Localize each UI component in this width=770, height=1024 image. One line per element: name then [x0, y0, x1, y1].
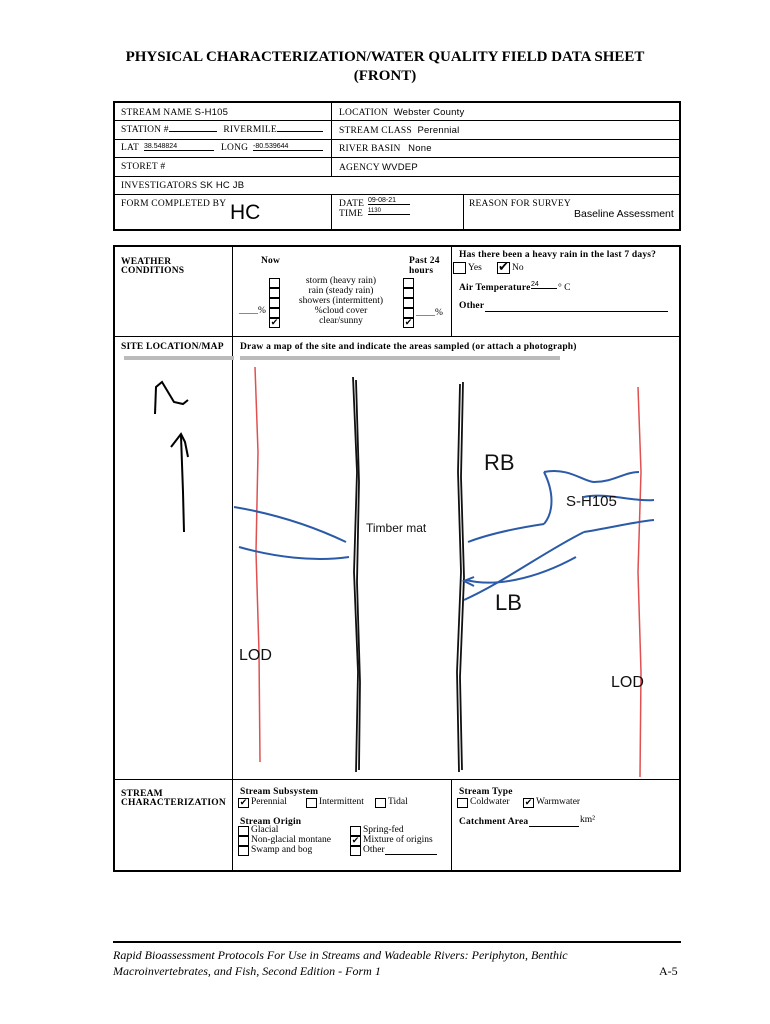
site-location-label: SITE LOCATION/MAP — [121, 342, 224, 352]
spring-fed-checkbox[interactable] — [350, 826, 361, 836]
condition-clear-label: clear/sunny — [319, 316, 363, 326]
form-completed-by-label: FORM COMPLETED BY — [121, 199, 227, 209]
cloud-percent-now[interactable]: ____% — [239, 306, 266, 316]
stream-class-label: STREAM CLASS — [339, 126, 412, 136]
heavy-rain-yes-checkbox[interactable] — [453, 262, 466, 274]
air-temperature-unit: ° C — [558, 283, 571, 293]
cloud-percent-past[interactable]: ____% — [416, 308, 443, 318]
glacial-label: Glacial — [251, 825, 279, 835]
agency-label: AGENCY — [339, 163, 380, 173]
river-basin-value[interactable]: None — [408, 143, 432, 154]
condition-showers-label: showers (intermittent) — [298, 296, 384, 306]
location-label: LOCATION — [339, 108, 389, 118]
lat-label: LAT — [121, 143, 140, 153]
mixture-origins-label: Mixture of origins — [363, 835, 433, 845]
now-column-label: Now — [261, 256, 281, 266]
catchment-area-field[interactable] — [529, 818, 579, 827]
station-label: STATION # — [121, 125, 169, 135]
warmwater-label: Warmwater — [536, 797, 581, 807]
stream-type-label: Stream Type — [459, 787, 513, 797]
stream-subsystem-label: Stream Subsystem — [240, 787, 319, 797]
stream-name-value[interactable]: S-H105 — [194, 107, 229, 118]
condition-storm-label: storm (heavy rain) — [305, 276, 377, 286]
long-value[interactable]: -80.539644 — [253, 143, 323, 151]
air-temperature-label: Air Temperature — [459, 283, 531, 293]
timber-mat-edges — [353, 377, 464, 772]
form-completed-by-value[interactable]: HC — [230, 201, 261, 224]
rivermile-label: RIVERMILE — [223, 125, 277, 135]
stream-channel — [234, 471, 654, 600]
other-origin-label: Other — [363, 845, 385, 855]
tidal-label: Tidal — [388, 797, 408, 807]
heavy-rain-no-checkbox[interactable]: ✔ — [498, 260, 509, 275]
time-value[interactable]: 1130 — [368, 208, 410, 215]
map-instruction: Draw a map of the site and indicate the areas sampled (or attach a photograph) — [240, 342, 577, 352]
storet-label: STORET # — [121, 162, 166, 172]
other-origin-field[interactable] — [385, 846, 437, 855]
time-label: TIME — [339, 209, 364, 219]
past24-column-label: Past 24 — [409, 256, 440, 266]
non-glacial-label: Non-glacial montane — [251, 835, 331, 845]
rb-label: RB — [484, 450, 515, 475]
now-clear-checkbox[interactable]: ✔ — [270, 318, 279, 328]
timber-mat-label: Timber mat — [366, 521, 427, 535]
other-field[interactable] — [485, 302, 668, 312]
weather-section-label: WEATHER — [121, 257, 172, 267]
intermittent-checkbox[interactable] — [306, 798, 317, 808]
spring-fed-label: Spring-fed — [363, 825, 404, 835]
coldwater-checkbox[interactable] — [457, 798, 468, 808]
glacial-checkbox[interactable] — [238, 826, 249, 836]
past-clear-checkbox[interactable]: ✔ — [404, 318, 413, 328]
air-temperature-value[interactable]: 24 — [531, 281, 557, 289]
perennial-label: Perennial — [251, 797, 287, 807]
lat-value[interactable]: 38.548824 — [144, 143, 214, 151]
swamp-bog-label: Swamp and bog — [251, 845, 313, 855]
other-origin-checkbox[interactable] — [350, 846, 361, 856]
site-map-drawing — [114, 352, 680, 778]
station-field[interactable] — [169, 131, 217, 132]
catchment-area-label: Catchment Area — [459, 817, 529, 827]
past-storm-checkbox[interactable] — [403, 278, 414, 288]
stream-name-label: STREAM NAME — [121, 108, 193, 118]
reason-label: REASON FOR SURVEY — [469, 199, 571, 209]
rivermile-field[interactable] — [277, 131, 323, 132]
no-label: No — [512, 263, 524, 273]
perennial-checkbox[interactable]: ✔ — [239, 798, 248, 808]
date-value[interactable]: 09-08-21 — [368, 197, 410, 205]
catchment-unit: km² — [580, 815, 595, 825]
form-subtitle: (FRONT) — [353, 68, 417, 84]
lod-left-label: LOD — [239, 647, 272, 664]
now-rain-checkbox[interactable] — [269, 288, 280, 298]
intermittent-label: Intermittent — [319, 797, 364, 807]
stream-class-value[interactable]: Perennial — [417, 125, 460, 136]
now-cloud-checkbox[interactable] — [269, 308, 280, 318]
form-title: PHYSICAL CHARACTERIZATION/WATER QUALITY FIELD DATA SHEET — [125, 49, 645, 65]
now-showers-checkbox[interactable] — [269, 298, 280, 308]
past-showers-checkbox[interactable] — [403, 298, 414, 308]
reason-value[interactable]: Baseline Assessment — [574, 208, 674, 220]
past-cloud-checkbox[interactable] — [403, 308, 414, 318]
lb-label: LB — [495, 590, 522, 615]
non-glacial-checkbox[interactable] — [238, 836, 249, 846]
stream-origin-label: Stream Origin — [240, 817, 302, 827]
stream-id-label: S-H105 — [566, 493, 617, 510]
date-label: DATE — [339, 199, 365, 209]
lod-right-label: LOD — [611, 674, 644, 691]
warmwater-checkbox[interactable]: ✔ — [524, 798, 533, 808]
heavy-rain-question: Has there been a heavy rain in the last 7 days? — [459, 250, 657, 260]
location-value[interactable]: Webster County — [393, 107, 465, 118]
now-storm-checkbox[interactable] — [269, 278, 280, 288]
past-rain-checkbox[interactable] — [403, 288, 414, 298]
coldwater-label: Coldwater — [470, 797, 510, 807]
north-arrow-icon — [155, 382, 188, 532]
investigators-label: INVESTIGATORS — [121, 181, 198, 191]
agency-value[interactable]: WVDEP — [382, 162, 418, 173]
stream-characterization-label: STREAM — [121, 789, 163, 799]
investigators-value[interactable]: SK HC JB — [199, 180, 245, 191]
page-number: A-5 — [659, 964, 678, 978]
condition-rain-label: rain (steady rain) — [308, 286, 374, 296]
footer-citation-line1: Rapid Bioassessment Protocols For Use in Streams and Wadeable Rivers: Periphyton, Benthic — [113, 948, 568, 962]
condition-cloud-label: %cloud cover — [314, 306, 368, 316]
other-label: Other — [459, 301, 485, 311]
mixture-origins-checkbox[interactable]: ✔ — [351, 836, 360, 846]
river-basin-label: RIVER BASIN — [339, 144, 401, 154]
lod-left-line — [255, 367, 260, 762]
footer-citation-line2: Macroinvertebrates, and Fish, Second Edition - Form 1 — [113, 964, 381, 978]
long-label: LONG — [221, 143, 249, 153]
lod-right-line — [638, 387, 641, 777]
tidal-checkbox[interactable] — [375, 798, 386, 808]
swamp-bog-checkbox[interactable] — [238, 846, 249, 856]
yes-label: Yes — [468, 263, 482, 273]
